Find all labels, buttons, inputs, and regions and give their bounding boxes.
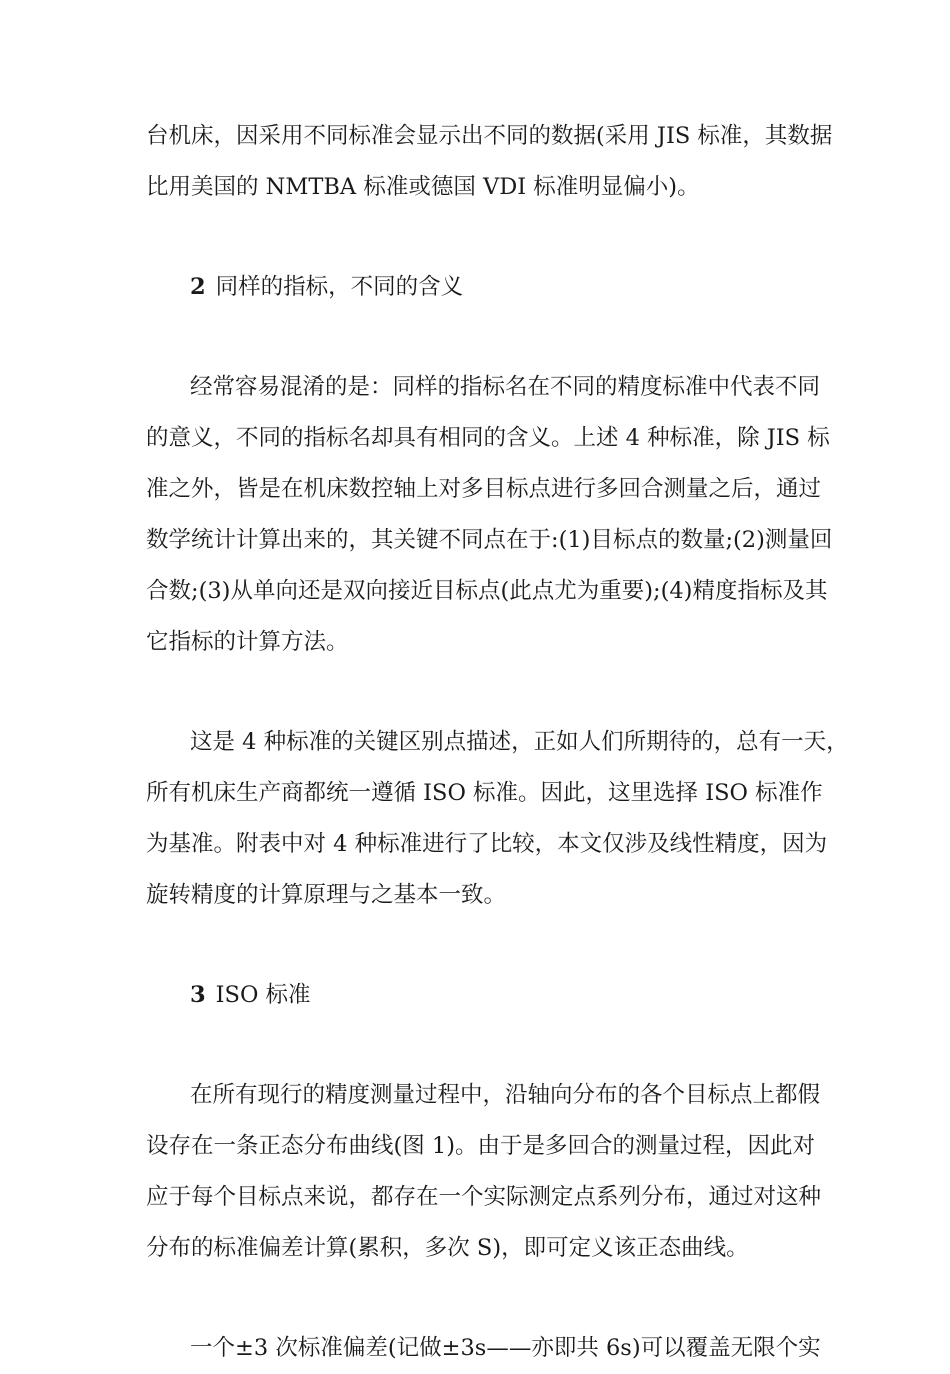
section-number: 2 xyxy=(190,274,206,300)
document-page xyxy=(146,111,849,1374)
section-title: 同样的指标，不同的含义 xyxy=(215,274,464,300)
paragraph-line: 比用美国的 NMTBA 标准或德国 VDI 标准明显偏小)。 xyxy=(146,174,700,200)
paragraph-line: 准之外，皆是在机床数控轴上对多目标点进行多回合测量之后，通过 xyxy=(146,476,822,502)
paragraph-line: 设存在一条正态分布曲线(图 1)。由于是多回合的测量过程，因此对 xyxy=(146,1133,816,1159)
paragraph xyxy=(146,111,833,213)
paragraph-line: 所有机床生产商都统一遵循 ISO 标准。因此，这里选择 ISO 标准作 xyxy=(146,780,823,806)
paragraph-line: 台机床，因采用不同标准会显示出不同的数据(采用 JIS 标准，其数据 xyxy=(146,123,833,149)
paragraph-line: 数学统计计算出来的，其关键不同点在于:(1)目标点的数量;(2)测量回 xyxy=(146,527,833,553)
paragraph-line: 经常容易混淆的是：同样的指标名在不同的精度标准中代表不同 xyxy=(190,374,821,400)
paragraph-line: 合数;(3)从单向还是双向接近目标点(此点尤为重要);(4)精度指标及其 xyxy=(146,578,828,604)
paragraph-line: 的意义，不同的指标名却具有相同的含义。上述 4 种标准，除 JIS 标 xyxy=(146,425,830,451)
paragraph-line: 在所有现行的精度测量过程中，沿轴向分布的各个目标点上都假 xyxy=(190,1082,821,1108)
paragraph-line: 这是 4 种标准的关键区别点描述，正如人们所期待的，总有一天， xyxy=(190,729,849,755)
paragraph-line: 一个±3 次标准偏差(记做±3s——亦即共 6s)可以覆盖无限个实 xyxy=(190,1335,821,1361)
section-number: 3 xyxy=(190,982,206,1008)
paragraph xyxy=(146,717,849,921)
paragraph-line: 应于每个目标点来说，都存在一个实际测定点系列分布，通过对这种 xyxy=(146,1184,822,1210)
paragraph xyxy=(146,362,833,668)
paragraph-line: 旋转精度的计算原理与之基本一致。 xyxy=(146,882,507,908)
paragraph-line: 分布的标准偏差计算(累积，多次 S)，即可定义该正态曲线。 xyxy=(146,1235,749,1261)
section-title: ISO 标准 xyxy=(215,982,311,1008)
paragraph-line: 它指标的计算方法。 xyxy=(146,629,349,655)
paragraph xyxy=(146,1070,822,1274)
paragraph-line: 为基准。附表中对 4 种标准进行了比较，本文仅涉及线性精度，因为 xyxy=(146,831,828,857)
section-heading xyxy=(146,262,808,313)
section-heading xyxy=(146,970,808,1021)
paragraph xyxy=(146,1323,821,1374)
